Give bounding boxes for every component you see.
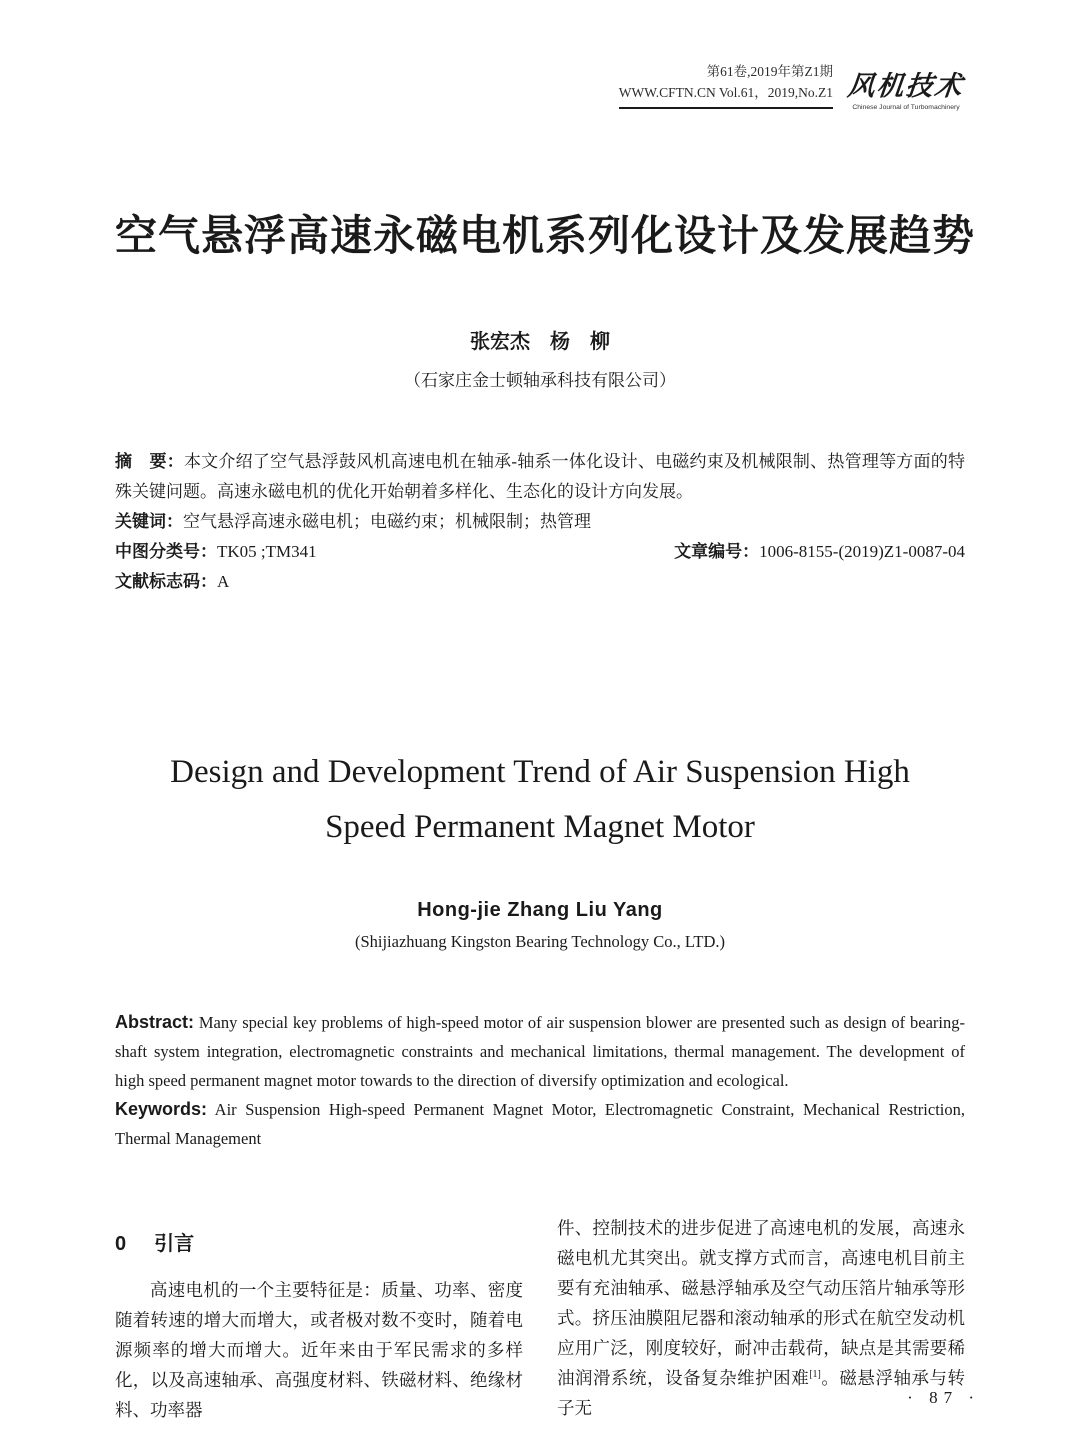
keywords-cn [115, 507, 965, 537]
doc-code-label: 文献标志码： [115, 572, 217, 591]
intro-paragraph-right [557, 1213, 965, 1423]
classification-row [115, 537, 965, 567]
doc-code [115, 567, 965, 597]
abstract-text-cn: 本文介绍了空气悬浮鼓风机高速电机在轴承-轴系一体化设计、电磁约束及机械限制、热管理等方面的特殊关键问题。高速永磁电机的优化开始朝着多样化、生态化的设计方向发展。 [115, 452, 965, 501]
journal-logo-subtitle: Chinese Journal of Turbomachinery [852, 104, 960, 111]
issue-info [619, 62, 833, 109]
clc-value: TK05 ;TM341 [217, 542, 317, 561]
citation-ref-1: [1] [809, 1369, 821, 1381]
intro-paragraph-left: 高速电机的一个主要特征是：质量、功率、密度随着转速的增大而增大，或者极对数不变时，随着电源频率的增大而增大。近年来由于军民需求的多样化，以及高速轴承、高强度材料、铁磁材料、绝缘材料、功率器 [115, 1280, 523, 1420]
keywords-label-cn: 关键词： [115, 512, 183, 531]
clc-number [115, 537, 317, 567]
authors-en: Hong-jie Zhang Liu Yang [417, 899, 663, 921]
journal-logo [847, 64, 965, 111]
keywords-text-en: Air Suspension High-speed Permanent Magnet Motor, Electromagnetic Constraint, Mechanical Restriction, Thermal Management [115, 1100, 965, 1148]
affiliation-en: (Shijiazhuang Kingston Bearing Technology Co., LTD.) [354, 932, 726, 951]
left-column [115, 1213, 523, 1425]
doc-code-value: A [217, 572, 230, 591]
issue-info-cn: 第61卷,2019年第Z1期 [706, 64, 833, 79]
page-header [115, 62, 965, 111]
issue-info-en: WWW.CFTN.CN Vol.61，2019,No.Z1 [618, 84, 833, 100]
abstract-cn [115, 447, 965, 507]
section-heading-intro [115, 1229, 523, 1259]
clc-label: 中图分类号： [115, 542, 217, 561]
affiliation-cn: （石家庄金士顿轴承科技有限公司） [404, 371, 676, 390]
keywords-text-cn: 空气悬浮高速永磁电机；电磁约束；机械限制；热管理 [183, 512, 591, 531]
intro-right-text2: 。磁悬浮轴承与转子无 [557, 1368, 966, 1418]
article-title-en-line2: Speed Permanent Magnet Motor [325, 809, 755, 845]
right-column [557, 1213, 965, 1425]
body-columns [115, 1213, 965, 1425]
section-title: 引言 [154, 1233, 195, 1255]
abstract-en [115, 1008, 965, 1095]
article-title-en-line1: Design and Development Trend of Air Suspension High [170, 754, 910, 790]
article-id-value: 1006-8155-(2019)Z1-0087-04 [759, 542, 965, 561]
article-title-cn: 空气悬浮高速永磁电机系列化设计及发展趋势 [115, 212, 976, 259]
article-id-label: 文章编号： [674, 542, 760, 561]
abstract-block-cn [115, 447, 965, 597]
abstract-text-en: Many special key problems of high-speed motor of air suspension blower are presented such as design of bearing-shaft system integration, electromagnetic constraints and mechanical limitations, thermal management. The development of high speed permanent magnet motor towards to the direction of diversify optimization and ecological. [115, 1013, 965, 1090]
article-id [674, 537, 965, 567]
abstract-label-cn: 摘 要： [115, 452, 184, 471]
abstract-label-en: Abstract: [115, 1012, 195, 1032]
page-number: · 87 · [907, 1388, 980, 1407]
keywords-label-en: Keywords: [115, 1099, 208, 1119]
abstract-block-en [115, 1008, 965, 1153]
section-number: 0 [115, 1233, 127, 1255]
article-title-en [115, 745, 965, 855]
authors-cn: 张宏杰 杨 柳 [470, 331, 610, 353]
journal-logo-calligraphy: 风机技术 [846, 71, 966, 101]
intro-right-text1: 件、控制技术的进步促进了高速电机的发展，高速永磁电机尤其突出。就支撑方式而言，高速电机目前主要有充油轴承、磁悬浮轴承及空气动压箔片轴承等形式。挤压油膜阻尼器和滚动轴承的形式在航空发动机应用广泛，刚度较好，耐冲击载荷，缺点是其需要稀油润滑系统，设备复杂维护困难 [557, 1218, 965, 1388]
keywords-en [115, 1095, 965, 1153]
